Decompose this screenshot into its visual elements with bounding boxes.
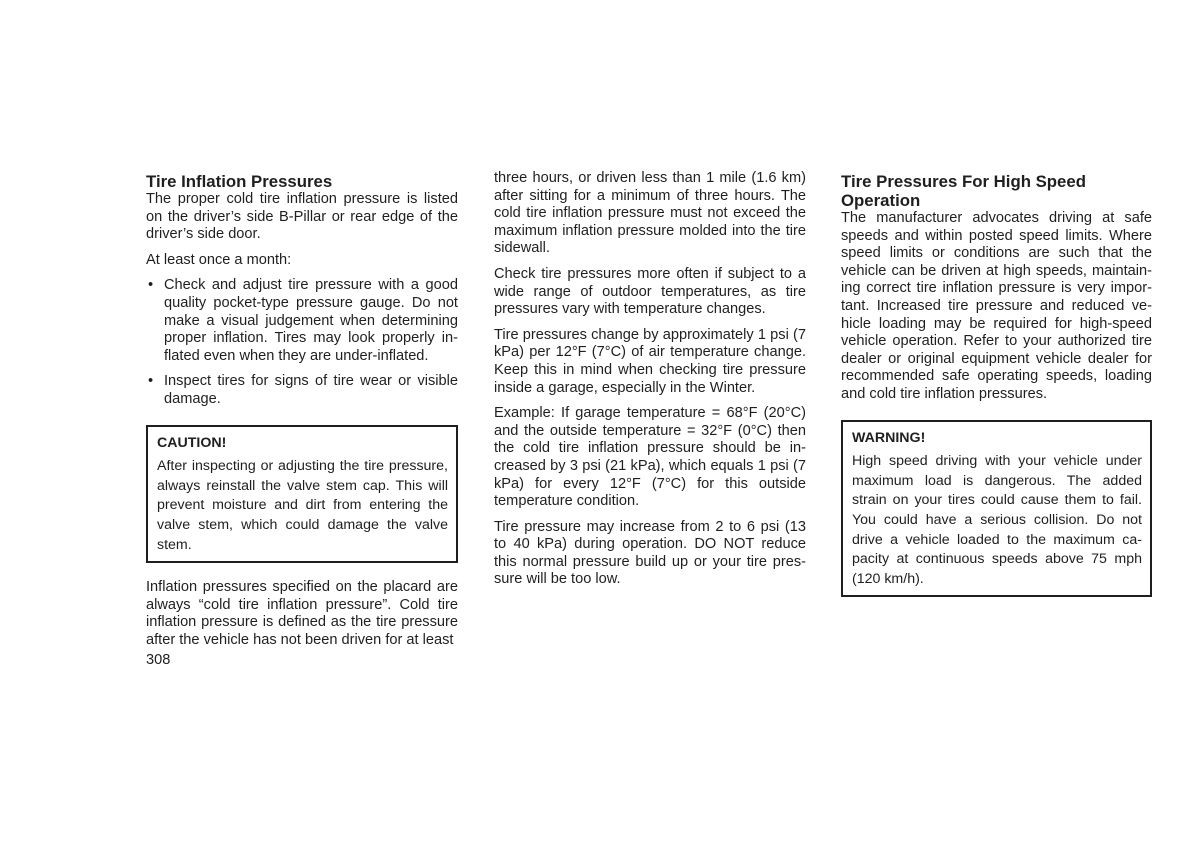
warning-body: High speed driving with your vehicle under maximum load is dangerous. The added strain on your tires could cause them to fail. You could have a serious collision. Do not drive a vehicle loaded to the maximum capacity at continuous speeds above 75 mph (120 km/h).: [852, 453, 1142, 587]
body-paragraph: The manufacturer advocates driving at safe speeds and within posted speed limits. Where speed limits or conditions are such that the vehicle can be driven at high speeds, maintaining correct tire inflation pressure is very important. Increased tire pressure and reduced vehicle loading may be required for high-speed vehicle operation. Refer to your authorized tire dealer or original equipment vehicle dealer for recommended safe operating speeds, loading and cold tire inflation pressures.: [841, 210, 1152, 402]
closing-paragraph: Inflation pressures specified on the placard are always “cold tire inflation pressure”. Cold tire inflation pressure is defined as the tire pressure after the vehicle has not been driven for at least: [146, 579, 458, 648]
paragraph: three hours, or driven less than 1 mile (1.6 km) after sitting for a minimum of three hours. The cold tire inflation pressure must not exceed the maximum inflation pressure molded into the tire sidewall.: [494, 170, 806, 257]
bullet-icon: •: [148, 277, 154, 294]
middle-column: [494, 170, 806, 597]
right-column: [841, 170, 1152, 613]
list-item-text: Inspect tires for signs of tire wear or visible damage.: [164, 373, 458, 407]
frequency-paragraph: At least once a month:: [146, 251, 292, 268]
page-number: 308: [146, 652, 171, 668]
section-heading-tire-inflation-pressures: Tire Inflation Pressures: [146, 172, 333, 191]
checklist: [146, 277, 458, 408]
paragraph: Tire pressure may increase from 2 to 6 psi (13 to 40 kPa) during operation. DO NOT reduce this normal pressure build up or your tire pressure will be too low.: [494, 518, 806, 588]
caution-body: After inspecting or adjusting the tire pressure, always reinstall the valve stem cap. This will prevent moisture and dirt from entering the valve stem, which could damage the valve stem.: [157, 458, 448, 553]
intro-paragraph: The proper cold tire inflation pressure is listed on the driver’s side B-Pillar or rear edge of the driver’s side door.: [146, 191, 458, 243]
bullet-icon: •: [148, 373, 154, 390]
list-item: [146, 373, 458, 408]
caution-box: [146, 425, 458, 564]
paragraph: Example: If garage temperature = 68°F (20°C) and the outside temperature = 32°F (0°C) then the cold tire inflation pressure should be increased by 3 psi (21 kPa), which equals 1 psi (7 kPa) for every 12°F (7°C) for this outside temperature condition.: [494, 405, 806, 510]
left-column: [146, 170, 458, 649]
list-item: [146, 277, 458, 365]
paragraph: Tire pressures change by approximately 1 psi (7 kPa) per 12°F (7°C) of air temperature change. Keep this in mind when checking tire pressure inside a garage, especially in the Winter.: [494, 326, 806, 396]
paragraph: Check tire pressures more often if subject to a wide range of outdoor temperatures, as tire pressures vary with temperature changes.: [494, 265, 806, 318]
list-item-text: Check and adjust tire pressure with a good quality pocket-type pressure gauge. Do not make a visual judgement when determining proper inflation. Tires may look properly inflated even when they are under-inflated.: [164, 277, 458, 364]
warning-title: WARNING!: [852, 429, 926, 446]
warning-box: [841, 420, 1152, 598]
caution-title: CAUTION!: [157, 434, 227, 451]
section-heading-high-speed-operation: Tire Pressures For High Speed Operation: [841, 172, 1086, 210]
